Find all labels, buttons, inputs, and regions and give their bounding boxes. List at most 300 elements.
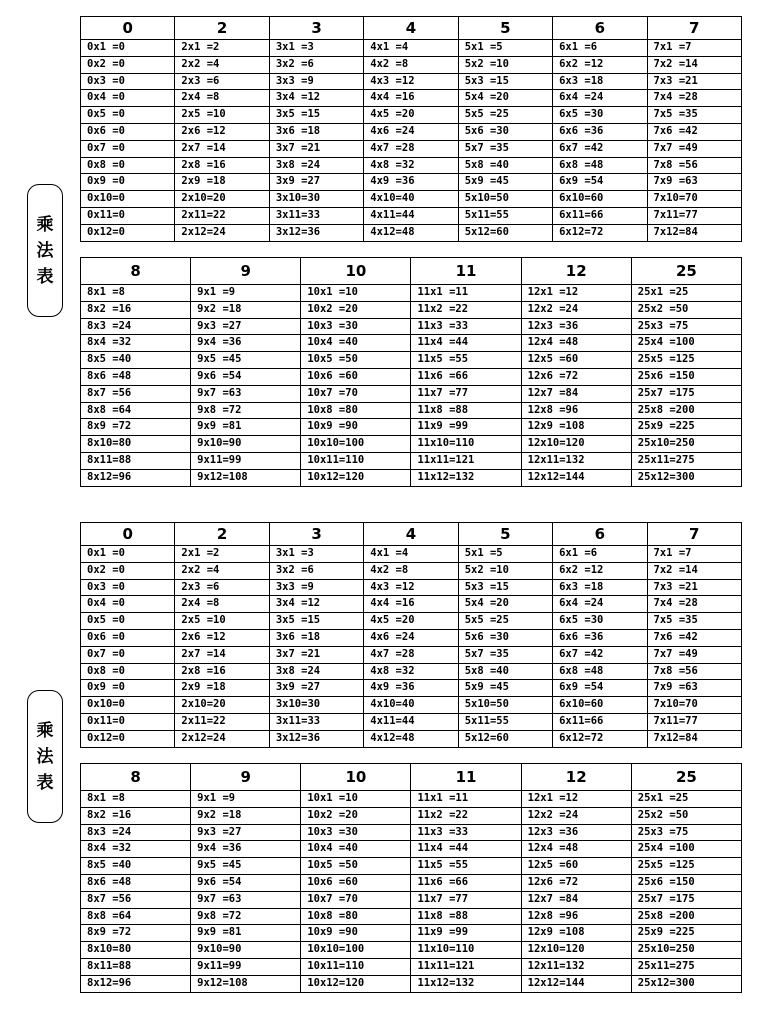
- table-cell: 5x1 =5: [458, 546, 552, 563]
- column-header: 9: [191, 764, 301, 791]
- table-cell: 7x12=84: [647, 730, 741, 747]
- column-header: 2: [175, 17, 269, 40]
- table-cell: 25x7 =175: [631, 385, 741, 402]
- table-cell: 3x8 =24: [269, 663, 363, 680]
- table-cell: 6x12=72: [553, 730, 647, 747]
- table-cell: 10x11=110: [301, 452, 411, 469]
- table-cell: 8x6 =48: [81, 368, 191, 385]
- table-cell: 0x1 =0: [81, 40, 175, 57]
- table-cell: 4x12=48: [364, 224, 458, 241]
- table-cell: 3x2 =6: [269, 56, 363, 73]
- table-cell: 11x2 =22: [411, 807, 521, 824]
- table-cell: 25x8 =200: [631, 908, 741, 925]
- table-cell: 10x12=120: [301, 469, 411, 486]
- table-cell: 2x1 =2: [175, 40, 269, 57]
- table-cell: 0x8 =0: [81, 157, 175, 174]
- table-cell: 2x5 =10: [175, 613, 269, 630]
- table-row: [81, 140, 742, 157]
- table-cell: 11x11=121: [411, 958, 521, 975]
- header-row: [81, 764, 742, 791]
- table-cell: 2x8 =16: [175, 157, 269, 174]
- table-cell: 7x8 =56: [647, 663, 741, 680]
- table-cell: 8x11=88: [81, 958, 191, 975]
- table-row: [81, 925, 742, 942]
- table-cell: 6x4 =24: [553, 596, 647, 613]
- table-cell: 12x8 =96: [521, 908, 631, 925]
- table-cell: 6x5 =30: [553, 107, 647, 124]
- table-cell: 9x4 =36: [191, 335, 301, 352]
- table-cell: 9x6 =54: [191, 874, 301, 891]
- table-cell: 6x8 =48: [553, 157, 647, 174]
- table-cell: 3x12=36: [269, 224, 363, 241]
- side-label-char: 乘: [36, 214, 54, 235]
- table-row: [81, 874, 742, 891]
- table-cell: 3x4 =12: [269, 90, 363, 107]
- table-cell: 3x6 =18: [269, 123, 363, 140]
- table-row: [81, 207, 742, 224]
- table-cell: 12x12=144: [521, 975, 631, 992]
- column-header: 0: [81, 17, 175, 40]
- table-cell: 12x10=120: [521, 436, 631, 453]
- table-cell: 4x4 =16: [364, 90, 458, 107]
- multiplication-sheet-bottom: [0, 522, 768, 1012]
- table-cell: 8x9 =72: [81, 925, 191, 942]
- table-cell: 6x7 =42: [553, 140, 647, 157]
- table-cell: 2x7 =14: [175, 140, 269, 157]
- table-row: [81, 942, 742, 959]
- table-cell: 9x11=99: [191, 452, 301, 469]
- table-row: [81, 579, 742, 596]
- table-cell: 8x2 =16: [81, 301, 191, 318]
- side-label: [27, 690, 63, 823]
- table-cell: 12x10=120: [521, 942, 631, 959]
- table-cell: 4x1 =4: [364, 40, 458, 57]
- table-cell: 10x3 =30: [301, 824, 411, 841]
- table-cell: 6x2 =12: [553, 562, 647, 579]
- table-row: [81, 224, 742, 241]
- table-cell: 12x5 =60: [521, 858, 631, 875]
- multiplication-table-upper: [80, 522, 742, 748]
- table-cell: 25x11=275: [631, 958, 741, 975]
- column-header: 2: [175, 523, 269, 546]
- column-header: 7: [647, 523, 741, 546]
- table-cell: 10x8 =80: [301, 402, 411, 419]
- table-cell: 8x6 =48: [81, 874, 191, 891]
- table-row: [81, 419, 742, 436]
- column-header: 3: [269, 17, 363, 40]
- table-cell: 10x2 =20: [301, 301, 411, 318]
- table-cell: 3x12=36: [269, 730, 363, 747]
- table-cell: 8x7 =56: [81, 891, 191, 908]
- table-cell: 4x5 =20: [364, 107, 458, 124]
- column-header: 6: [553, 523, 647, 546]
- table-cell: 25x9 =225: [631, 419, 741, 436]
- table-row: [81, 730, 742, 747]
- table-cell: 7x10=70: [647, 697, 741, 714]
- table-cell: 4x1 =4: [364, 546, 458, 563]
- table-cell: 25x1 =25: [631, 285, 741, 302]
- table-cell: 2x3 =6: [175, 73, 269, 90]
- table-cell: 11x2 =22: [411, 301, 521, 318]
- side-label-char: 法: [36, 240, 54, 261]
- table-cell: 4x8 =32: [364, 663, 458, 680]
- table-cell: 0x6 =0: [81, 629, 175, 646]
- table-row: [81, 958, 742, 975]
- column-header: 12: [521, 764, 631, 791]
- table-cell: 7x11=77: [647, 207, 741, 224]
- table-cell: 12x11=132: [521, 958, 631, 975]
- table-row: [81, 824, 742, 841]
- table-cell: 10x10=100: [301, 436, 411, 453]
- table-cell: 25x9 =225: [631, 925, 741, 942]
- table-row: [81, 613, 742, 630]
- column-header: 5: [458, 523, 552, 546]
- table-cell: 4x5 =20: [364, 613, 458, 630]
- table-cell: 4x10=40: [364, 191, 458, 208]
- table-cell: 0x11=0: [81, 713, 175, 730]
- table-cell: 8x12=96: [81, 975, 191, 992]
- table-cell: 25x4 =100: [631, 335, 741, 352]
- table-row: [81, 891, 742, 908]
- table-cell: 5x7 =35: [458, 140, 552, 157]
- table-cell: 0x8 =0: [81, 663, 175, 680]
- table-cell: 0x9 =0: [81, 680, 175, 697]
- table-row: [81, 107, 742, 124]
- table-cell: 6x6 =36: [553, 123, 647, 140]
- table-cell: 10x9 =90: [301, 419, 411, 436]
- table-cell: 9x2 =18: [191, 301, 301, 318]
- table-cell: 10x1 =10: [301, 285, 411, 302]
- table-cell: 9x3 =27: [191, 824, 301, 841]
- table-cell: 5x3 =15: [458, 73, 552, 90]
- table-cell: 0x12=0: [81, 730, 175, 747]
- table-cell: 8x12=96: [81, 469, 191, 486]
- table-row: [81, 469, 742, 486]
- table-row: [81, 975, 742, 992]
- column-header: 11: [411, 764, 521, 791]
- table-cell: 6x8 =48: [553, 663, 647, 680]
- table-cell: 5x11=55: [458, 207, 552, 224]
- table-cell: 8x8 =64: [81, 402, 191, 419]
- column-header: 5: [458, 17, 552, 40]
- column-header: 8: [81, 764, 191, 791]
- table-cell: 2x3 =6: [175, 579, 269, 596]
- table-cell: 3x4 =12: [269, 596, 363, 613]
- table-row: [81, 841, 742, 858]
- table-cell: 2x1 =2: [175, 546, 269, 563]
- side-label-char: 表: [36, 266, 54, 287]
- table-cell: 5x4 =20: [458, 90, 552, 107]
- table-row: [81, 56, 742, 73]
- table-row: [81, 546, 742, 563]
- table-cell: 8x10=80: [81, 436, 191, 453]
- table-cell: 7x6 =42: [647, 629, 741, 646]
- table-cell: 25x10=250: [631, 436, 741, 453]
- table-cell: 0x2 =0: [81, 562, 175, 579]
- table-cell: 3x3 =9: [269, 579, 363, 596]
- table-cell: 8x5 =40: [81, 858, 191, 875]
- table-cell: 4x2 =8: [364, 56, 458, 73]
- table-cell: 0x3 =0: [81, 73, 175, 90]
- table-cell: 11x4 =44: [411, 841, 521, 858]
- table-cell: 4x9 =36: [364, 680, 458, 697]
- table-cell: 6x11=66: [553, 713, 647, 730]
- table-cell: 11x6 =66: [411, 874, 521, 891]
- table-cell: 0x9 =0: [81, 174, 175, 191]
- table-cell: 5x8 =40: [458, 157, 552, 174]
- table-cell: 5x3 =15: [458, 579, 552, 596]
- table-cell: 6x10=60: [553, 191, 647, 208]
- column-header: 12: [521, 258, 631, 285]
- table-cell: 11x3 =33: [411, 318, 521, 335]
- table-cell: 5x2 =10: [458, 56, 552, 73]
- table-row: [81, 452, 742, 469]
- table-cell: 3x1 =3: [269, 546, 363, 563]
- table-cell: 12x7 =84: [521, 891, 631, 908]
- table-cell: 12x2 =24: [521, 807, 631, 824]
- table-cell: 6x9 =54: [553, 174, 647, 191]
- table-cell: 7x10=70: [647, 191, 741, 208]
- table-cell: 9x4 =36: [191, 841, 301, 858]
- table-cell: 5x10=50: [458, 191, 552, 208]
- multiplication-sheet-top: [0, 16, 768, 506]
- table-cell: 7x11=77: [647, 713, 741, 730]
- table-cell: 0x4 =0: [81, 90, 175, 107]
- table-cell: 4x8 =32: [364, 157, 458, 174]
- table-cell: 6x12=72: [553, 224, 647, 241]
- table-cell: 10x4 =40: [301, 335, 411, 352]
- table-cell: 11x7 =77: [411, 385, 521, 402]
- table-cell: 11x8 =88: [411, 908, 521, 925]
- table-cell: 7x4 =28: [647, 90, 741, 107]
- table-cell: 4x10=40: [364, 697, 458, 714]
- table-row: [81, 352, 742, 369]
- table-cell: 7x12=84: [647, 224, 741, 241]
- table-cell: 0x6 =0: [81, 123, 175, 140]
- multiplication-table-lower: [80, 257, 742, 487]
- table-cell: 8x1 =8: [81, 285, 191, 302]
- table-row: [81, 318, 742, 335]
- table-row: [81, 697, 742, 714]
- table-cell: 6x3 =18: [553, 73, 647, 90]
- table-cell: 2x10=20: [175, 191, 269, 208]
- column-header: 9: [191, 258, 301, 285]
- column-header: 25: [631, 764, 741, 791]
- table-cell: 4x6 =24: [364, 629, 458, 646]
- column-header: 8: [81, 258, 191, 285]
- table-cell: 8x9 =72: [81, 419, 191, 436]
- table-cell: 5x6 =30: [458, 629, 552, 646]
- table-row: [81, 629, 742, 646]
- table-cell: 0x10=0: [81, 697, 175, 714]
- table-cell: 11x12=132: [411, 469, 521, 486]
- header-row: [81, 523, 742, 546]
- table-cell: 3x9 =27: [269, 680, 363, 697]
- table-cell: 2x4 =8: [175, 596, 269, 613]
- column-header: 7: [647, 17, 741, 40]
- column-header: 25: [631, 258, 741, 285]
- table-row: [81, 562, 742, 579]
- table-cell: 3x11=33: [269, 713, 363, 730]
- table-cell: 7x3 =21: [647, 579, 741, 596]
- column-header: 10: [301, 258, 411, 285]
- table-row: [81, 90, 742, 107]
- multiplication-table-lower: [80, 763, 742, 993]
- table-cell: 9x12=108: [191, 469, 301, 486]
- side-label-char: 表: [36, 772, 54, 793]
- table-cell: 25x4 =100: [631, 841, 741, 858]
- table-cell: 10x8 =80: [301, 908, 411, 925]
- table-cell: 25x3 =75: [631, 318, 741, 335]
- table-cell: 9x6 =54: [191, 368, 301, 385]
- table-cell: 10x5 =50: [301, 858, 411, 875]
- table-cell: 25x2 =50: [631, 301, 741, 318]
- table-cell: 10x4 =40: [301, 841, 411, 858]
- table-cell: 2x8 =16: [175, 663, 269, 680]
- side-label: [27, 184, 63, 317]
- table-cell: 7x2 =14: [647, 56, 741, 73]
- table-cell: 12x12=144: [521, 469, 631, 486]
- table-cell: 10x6 =60: [301, 368, 411, 385]
- table-cell: 7x7 =49: [647, 140, 741, 157]
- table-cell: 8x10=80: [81, 942, 191, 959]
- table-cell: 5x4 =20: [458, 596, 552, 613]
- table-cell: 12x8 =96: [521, 402, 631, 419]
- column-header: 11: [411, 258, 521, 285]
- table-cell: 3x3 =9: [269, 73, 363, 90]
- header-row: [81, 17, 742, 40]
- table-cell: 9x1 =9: [191, 285, 301, 302]
- table-cell: 2x5 =10: [175, 107, 269, 124]
- table-row: [81, 191, 742, 208]
- table-cell: 25x6 =150: [631, 368, 741, 385]
- table-cell: 25x6 =150: [631, 874, 741, 891]
- table-cell: 0x3 =0: [81, 579, 175, 596]
- table-cell: 10x6 =60: [301, 874, 411, 891]
- table-cell: 12x3 =36: [521, 318, 631, 335]
- table-cell: 8x3 =24: [81, 318, 191, 335]
- multiplication-table-upper: [80, 16, 742, 242]
- table-cell: 10x10=100: [301, 942, 411, 959]
- table-cell: 2x6 =12: [175, 123, 269, 140]
- table-cell: 6x7 =42: [553, 646, 647, 663]
- table-cell: 8x8 =64: [81, 908, 191, 925]
- table-row: [81, 285, 742, 302]
- table-cell: 3x6 =18: [269, 629, 363, 646]
- side-label-char: 乘: [36, 720, 54, 741]
- table-cell: 9x12=108: [191, 975, 301, 992]
- table-cell: 9x9 =81: [191, 925, 301, 942]
- table-cell: 8x11=88: [81, 452, 191, 469]
- table-row: [81, 368, 742, 385]
- table-cell: 10x7 =70: [301, 891, 411, 908]
- table-cell: 9x5 =45: [191, 858, 301, 875]
- table-row: [81, 713, 742, 730]
- table-cell: 2x6 =12: [175, 629, 269, 646]
- column-header: 3: [269, 523, 363, 546]
- side-label-char: 法: [36, 746, 54, 767]
- table-cell: 4x3 =12: [364, 73, 458, 90]
- table-cell: 0x11=0: [81, 207, 175, 224]
- table-cell: 25x5 =125: [631, 352, 741, 369]
- table-cell: 12x3 =36: [521, 824, 631, 841]
- table-cell: 6x10=60: [553, 697, 647, 714]
- table-cell: 12x5 =60: [521, 352, 631, 369]
- table-row: [81, 791, 742, 808]
- table-cell: 10x3 =30: [301, 318, 411, 335]
- table-cell: 11x8 =88: [411, 402, 521, 419]
- column-header: 4: [364, 17, 458, 40]
- table-cell: 8x2 =16: [81, 807, 191, 824]
- table-cell: 11x10=110: [411, 436, 521, 453]
- table-cell: 25x1 =25: [631, 791, 741, 808]
- table-cell: 9x7 =63: [191, 891, 301, 908]
- table-row: [81, 335, 742, 352]
- table-row: [81, 40, 742, 57]
- table-cell: 11x4 =44: [411, 335, 521, 352]
- table-cell: 3x7 =21: [269, 140, 363, 157]
- table-cell: 8x4 =32: [81, 841, 191, 858]
- table-cell: 11x5 =55: [411, 352, 521, 369]
- table-cell: 4x6 =24: [364, 123, 458, 140]
- table-cell: 5x6 =30: [458, 123, 552, 140]
- table-cell: 10x9 =90: [301, 925, 411, 942]
- table-cell: 8x5 =40: [81, 352, 191, 369]
- table-cell: 5x1 =5: [458, 40, 552, 57]
- table-cell: 0x7 =0: [81, 140, 175, 157]
- table-cell: 5x8 =40: [458, 663, 552, 680]
- table-cell: 11x10=110: [411, 942, 521, 959]
- table-cell: 25x7 =175: [631, 891, 741, 908]
- table-cell: 3x8 =24: [269, 157, 363, 174]
- table-cell: 12x2 =24: [521, 301, 631, 318]
- table-cell: 7x5 =35: [647, 107, 741, 124]
- table-row: [81, 436, 742, 453]
- table-cell: 2x4 =8: [175, 90, 269, 107]
- table-cell: 0x4 =0: [81, 596, 175, 613]
- table-cell: 0x10=0: [81, 191, 175, 208]
- table-cell: 25x12=300: [631, 975, 741, 992]
- table-cell: 9x3 =27: [191, 318, 301, 335]
- table-cell: 5x10=50: [458, 697, 552, 714]
- table-cell: 12x4 =48: [521, 335, 631, 352]
- table-cell: 3x7 =21: [269, 646, 363, 663]
- table-cell: 10x2 =20: [301, 807, 411, 824]
- table-row: [81, 123, 742, 140]
- table-cell: 25x3 =75: [631, 824, 741, 841]
- table-cell: 11x5 =55: [411, 858, 521, 875]
- table-cell: 7x1 =7: [647, 546, 741, 563]
- table-row: [81, 807, 742, 824]
- table-cell: 11x1 =11: [411, 791, 521, 808]
- table-cell: 9x10=90: [191, 436, 301, 453]
- table-cell: 5x5 =25: [458, 107, 552, 124]
- table-cell: 3x1 =3: [269, 40, 363, 57]
- table-row: [81, 301, 742, 318]
- table-cell: 10x1 =10: [301, 791, 411, 808]
- table-cell: 2x11=22: [175, 713, 269, 730]
- column-header: 0: [81, 523, 175, 546]
- table-cell: 12x1 =12: [521, 791, 631, 808]
- table-row: [81, 402, 742, 419]
- table-cell: 11x9 =99: [411, 925, 521, 942]
- table-cell: 11x9 =99: [411, 419, 521, 436]
- table-cell: 9x11=99: [191, 958, 301, 975]
- table-cell: 7x1 =7: [647, 40, 741, 57]
- table-cell: 25x10=250: [631, 942, 741, 959]
- column-header: 10: [301, 764, 411, 791]
- table-cell: 8x7 =56: [81, 385, 191, 402]
